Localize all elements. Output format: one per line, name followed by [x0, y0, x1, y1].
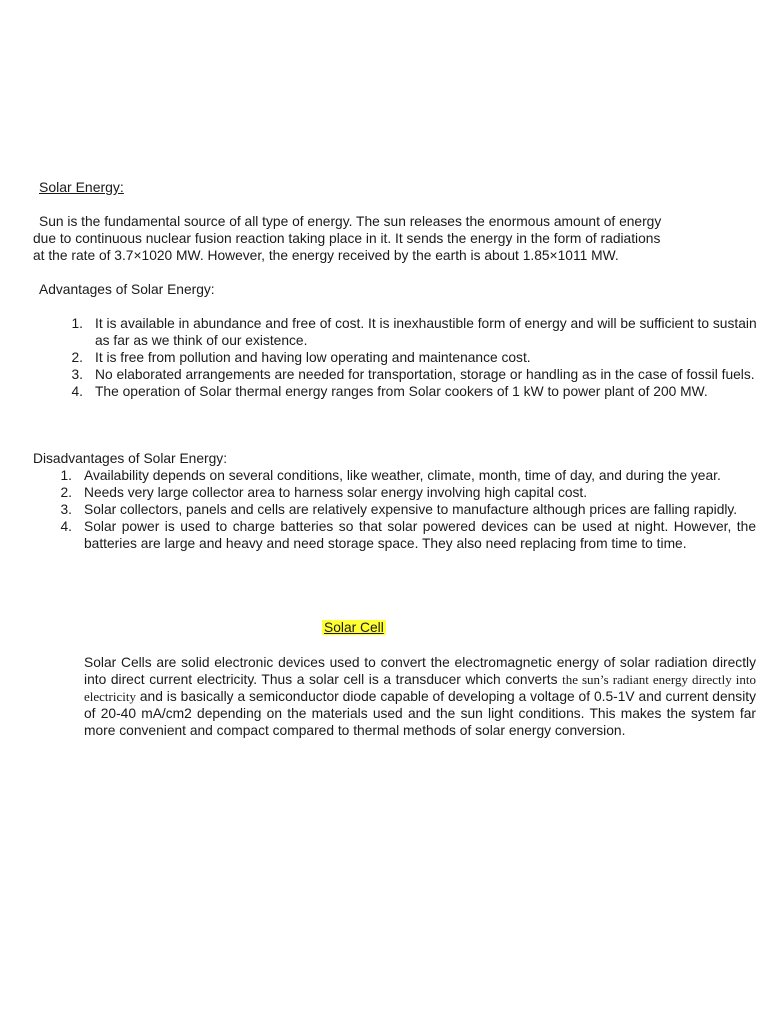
list-item: [60, 518, 756, 552]
list-item: [60, 484, 756, 501]
disadvantages-list: [60, 467, 756, 552]
list-text: Solar power is used to charge batteries so that solar powered devices can be used at night. However, the batteries are large and heavy and need storage space. They also need replacing from time to time.: [84, 519, 756, 551]
intro-line-3: at the rate of 3.7×1020 MW. However, the energy received by the earth is about 1.85×1011 MW.: [33, 248, 619, 263]
list-item: [60, 501, 756, 518]
list-number: 4.: [60, 519, 72, 534]
list-item: [60, 467, 756, 484]
list-number: 3.: [60, 502, 72, 517]
solar-cell-heading: Solar Cell: [324, 620, 384, 635]
intro-line-1: Sun is the fundamental source of all type of energy. The sun releases the enormous amount of energy: [39, 214, 662, 229]
list-item: [71, 315, 760, 349]
list-text: The operation of Solar thermal energy ranges from Solar cookers of 1 kW to power plant of 200 MW.: [95, 384, 708, 399]
list-text: Availability depends on several conditions, like weather, climate, month, time of day, and during the year.: [84, 468, 721, 483]
list-text: It is free from pollution and having low operating and maintenance cost.: [95, 350, 531, 365]
list-number: 2.: [60, 485, 72, 500]
solar-cell-paragraph: [84, 654, 756, 739]
advantages-title: Advantages of Solar Energy:: [39, 282, 215, 297]
intro-line-2: due to continuous nuclear fusion reaction taking place in it. It sends the energy in the form of radiations: [33, 231, 661, 246]
list-number: 2.: [71, 350, 83, 365]
list-number: 3.: [71, 367, 83, 382]
solar-cell-text-serif: the sun’s radiant energy directly into electricity: [84, 672, 756, 704]
solar-cell-text-2: and is basically a semiconductor diode capable of developing a voltage of 0.5-1V and current density of 20-40 mA/cm2 depending on the materials used and the sun light conditions. This makes the system far more convenient and compact compared to thermal methods of solar energy conversion.: [84, 689, 756, 738]
list-number: 1.: [60, 468, 72, 483]
solar-cell-text-1: Solar Cells are solid electronic devices used to convert the electromagnetic energy of solar radiation directly into direct current electricity. Thus a solar cell is a transducer which converts: [84, 655, 756, 687]
list-number: 1.: [71, 316, 83, 331]
list-text: Solar collectors, panels and cells are relatively expensive to manufacture although prices are falling rapidly.: [84, 502, 738, 517]
list-text: It is available in abundance and free of cost. It is inexhaustible form of energy and will be sufficient to sustain as far as we think of our existence.: [95, 316, 757, 348]
list-item: [71, 366, 760, 383]
list-item: [71, 349, 760, 366]
page-title: Solar Energy:: [39, 179, 124, 195]
list-item: [71, 383, 760, 400]
list-text: No elaborated arrangements are needed for transportation, storage or handling as in the case of fossil fuels.: [95, 367, 755, 382]
list-text: Needs very large collector area to harness solar energy involving high capital cost.: [84, 485, 588, 500]
intro-paragraph: [33, 213, 760, 264]
disadvantages-title: Disadvantages of Solar Energy:: [33, 451, 228, 466]
advantages-list: [71, 315, 760, 400]
list-number: 4.: [71, 384, 83, 399]
